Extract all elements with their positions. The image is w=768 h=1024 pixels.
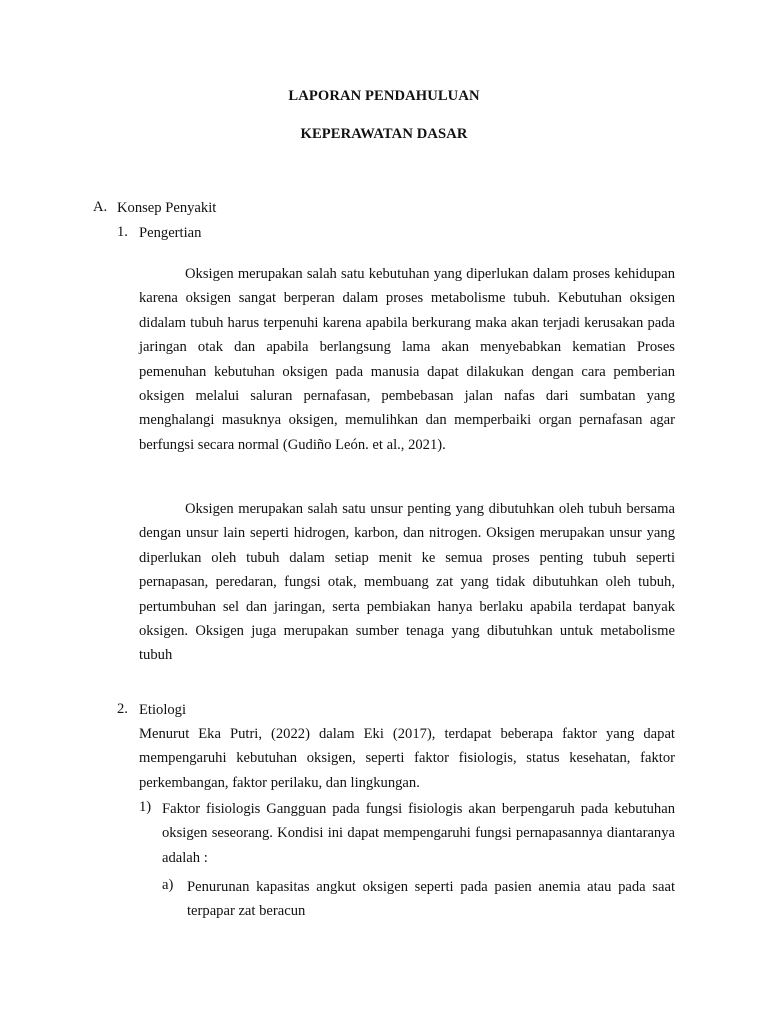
subsection-1-marker: 1. [117, 224, 128, 240]
list-item-1-text: Faktor fisiologis Gangguan pada fungsi fisiologis akan berpengaruh pada kebutuhan oksigen seseorang. Kondisi ini dapat mempengaruhi fungsi pernapasannya diantaranya adalah : [162, 801, 675, 866]
list-item-1-marker: 1) [139, 799, 152, 815]
paragraph-etiologi [139, 722, 675, 795]
list-item-a [187, 875, 675, 924]
document-subtitle: KEPERAWATAN DASAR [300, 126, 468, 142]
list-item-a-marker: a) [162, 877, 174, 893]
paragraph-etiologi-text: Menurut Eka Putri, (2022) dalam Eki (2017), terdapat beberapa faktor yang dapat mempengaruhi kebutuhan oksigen, seperti faktor fisiologis, status kesehatan, faktor perkembangan, faktor perilaku, dan lingkungan. [139, 726, 675, 791]
paragraph-pengertian-1 [139, 262, 675, 457]
list-item-1 [162, 797, 675, 870]
document-title: LAPORAN PENDAHULUAN [288, 88, 480, 104]
paragraph-pengertian-2-text: Oksigen merupakan salah satu unsur penting yang dibutuhkan oleh tubuh bersama dengan unsur lain seperti hidrogen, karbon, dan nitrogen. Oksigen merupakan unsur yang diperlukan oleh tubuh dalam setiap menit ke semua proses penting tubuh seperti pernapasan, peredaran, fungsi otak, membuang zat yang tidak dibutuhkan oleh tubuh, pertumbuhan sel dan jaringan, serta pembiakan hanya berlaku apabila terdapat banyak oksigen. Oksigen juga merupakan sumber tenaga yang dibutuhkan untuk metabolisme tubuh [139, 501, 675, 664]
list-item-a-text: Penurunan kapasitas angkut oksigen seperti pada pasien anemia atau pada saat terpapar zat beracun [187, 879, 675, 920]
subsection-1-heading: Pengertian [139, 225, 202, 241]
paragraph-pengertian-1-text: Oksigen merupakan salah satu kebutuhan yang diperlukan dalam proses kehidupan karena oksigen sangat berperan dalam proses metabolisme tubuh. Kebutuhan oksigen didalam tubuh harus terpenuhi karena apabila berkurang maka akan terjadi kerusakan pada jaringan otak dan apabila berlangsung lama akan menyebabkan kematian Proses pemenuhan kebutuhan oksigen pada manusia dapat dilakukan dengan cara pemberian oksigen melalui saluran pernafasan, pembebasan jalan nafas dari sumbatan yang menghalangi masuknya oksigen, memulihkan dan memperbaiki organ pernafasan agar berfungsi secara normal (Gudiño León. et al., 2021). [139, 266, 675, 453]
subsection-2-heading: Etiologi [139, 702, 187, 718]
paragraph-pengertian-2 [139, 497, 675, 668]
section-a-marker: A. [93, 199, 108, 215]
subsection-2-marker: 2. [117, 701, 128, 717]
section-a-heading: Konsep Penyakit [117, 200, 217, 216]
